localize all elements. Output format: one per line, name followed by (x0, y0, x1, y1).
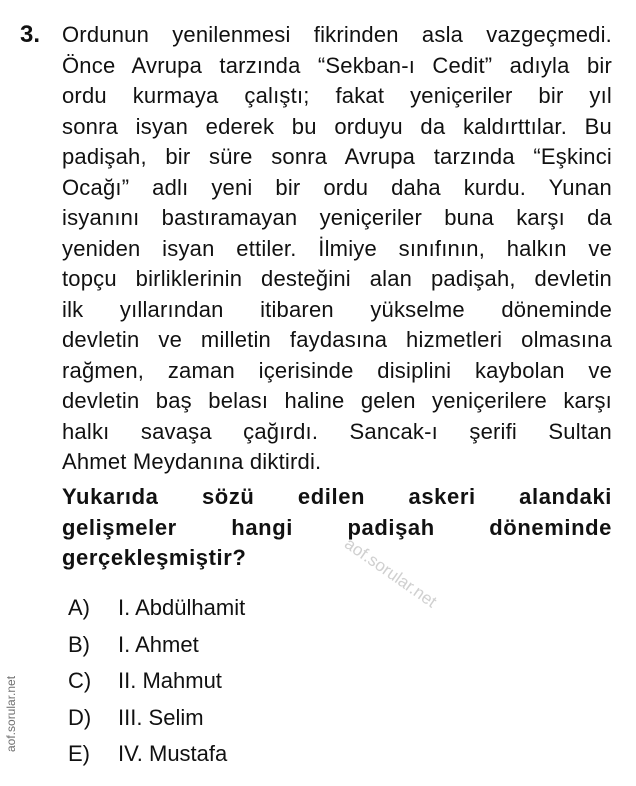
passage-line: Ocağı” adlı yeni bir ordu daha kurdu. Yunan (62, 174, 612, 200)
passage-line: ilk yıllarından itibaren yükselme döneminde (62, 296, 612, 322)
side-watermark: aof.sorular.net (4, 675, 18, 752)
option-text: I. Abdülhamit (118, 595, 246, 620)
option-letter: D) (68, 704, 92, 730)
option-text: I. Ahmet (118, 631, 199, 657)
passage-line: devletin ve milletin faydasına hizmetleri olmasına (62, 327, 612, 352)
option-letter: C) (68, 668, 92, 693)
passage-line: ordu kurmaya çalıştı; fakat yeniçeriler bir yıl (62, 83, 612, 108)
option-b[interactable] (68, 627, 245, 664)
passage-line: Ahmet Meydanına diktirdi. (62, 449, 322, 474)
passage-line: isyanını bastıramayan yeniçeriler buna karşı da (62, 205, 612, 230)
option-letter: A) (68, 595, 90, 620)
option-text: III. Selim (118, 704, 204, 730)
passage-line: yeniden isyan ettiler. İlmiye sınıfının, halkın ve (62, 235, 612, 261)
passage-line: devletin baş belası haline gelen yeniçerilere karşı (62, 388, 612, 413)
question-prompt (62, 482, 612, 574)
option-a[interactable] (68, 590, 245, 627)
passage-line: rağmen, zaman içerisinde disiplini kaybolan ve (62, 357, 612, 383)
passage-line: sonra isyan ederek bu orduyu da kaldırttılar. Bu (62, 113, 612, 139)
question-passage (62, 20, 612, 478)
option-e[interactable] (68, 736, 245, 773)
prompt-line: gelişmeler hangi padişah döneminde (62, 514, 612, 540)
option-letter: E) (68, 741, 90, 766)
question-number: 3. (20, 21, 41, 48)
passage-line: padişah, bir süre sonra Avrupa tarzında “Eşkinci (62, 144, 612, 169)
passage-line: Ordunun yenilenmesi fikrinden asla vazgeçmedi. (62, 22, 612, 47)
option-letter: B) (68, 631, 90, 657)
diagonal-watermark: aof.sorular.net (341, 534, 441, 612)
prompt-line: Yukarıda sözü edilen askeri alandaki (62, 484, 612, 509)
answer-options (68, 590, 245, 773)
option-d[interactable] (68, 700, 245, 737)
passage-line: Önce Avrupa tarzında “Sekban-ı Cedit” adıyla bir (62, 52, 612, 78)
passage-line: halkı savaşa çağırdı. Sancak-ı şerifi Sultan (62, 418, 612, 444)
passage-line: topçu birliklerinin desteğini alan padişah, devletin (62, 266, 612, 291)
option-text: IV. Mustafa (118, 741, 228, 766)
prompt-line: gerçekleşmiştir? (62, 545, 247, 570)
option-text: II. Mahmut (118, 668, 222, 693)
option-c[interactable] (68, 663, 245, 700)
